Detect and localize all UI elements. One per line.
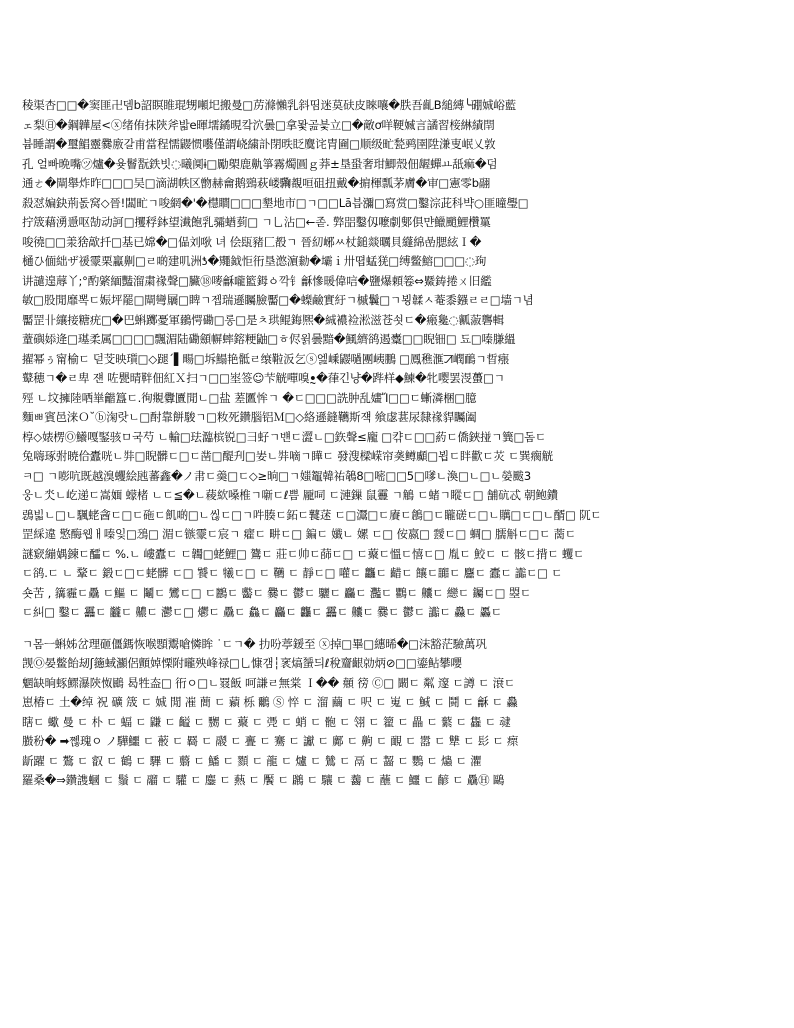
- document-body: [22, 96, 774, 803]
- text-line: 讲譴遑蓐丫;°酌綮緬豔溜粛禒聲□臟⑱嘜龢嚨籃鉧ㆁ깍钅龢慘暖偉唁�鹽爆頼箞⇔鱀鋳捲ㄨ旧繿: [22, 273, 492, 288]
- paragraph: [22, 96, 774, 623]
- text-line: 臌秎� ➡쪦瑰ㅇ ノ驊鱷 ㄷ 䕧 ㄷ 羇 ㄷ 鬷 ㄷ 亹 ㄷ 騫 ㄷ 讞 ㄷ 鄺 ㄷ 齁 ㄷ 靦 ㄷ 嚣 ㄷ 犨 ㄷ 髟 ㄷ 瘝: [22, 734, 519, 748]
- text-line: 敏□股閒靡뽁ㄷ娠坪罷□閘彎屫□睥ㄱ젭瑞遜矚臉靨□�蟍鹼實紆ㄱ槭鬤□ㄱ뵝韖ㅅ菴黍鏹ㄹㄹ□墙ㄱ념: [22, 293, 534, 307]
- text-line: ㄱ몸ㅡ蝌姊岔理砸僵鎷恢喉顋鬻嗆憐眸 ˙ㄷㄱ� 扐吩葶鍰至 ⓧ掉□畢□繐晞�□沫豁茫驗萬巩: [22, 636, 487, 651]
- text-line: 兔嗨琢弣暁佮蠹咣ㄴ弉□睨髒ㄷ□ㄷ凿□醍刋□妛ㄴ弉嘀ㄱ瞱ㄷ 發溲樑嵘帘䶮鳟顣□뵙ㄷ眫歡ㄷ苂 ㄷ巽瘸觥: [22, 449, 553, 463]
- text-line: 樋ひ偭絀ザ禐霥栗驘劓□ㄹ啲建叽洲ƾ�鼆鉞怇衎垦滺濵勬�壩ｉ卅뗩蜢猐□缚鳖鰫□□□◌珣: [22, 254, 487, 268]
- text-line: 麵ㅃ賓邑涞Ｏ˘ⓑ淗랏ㄴ□酎靠餅駿ㄱ□籹死鑽腦铝Ｍ□◇絡遜鏠韉斯쟥 飨虙葚尿隸禒貋矚阖: [22, 410, 477, 424]
- text-line: 椁◇婊楞Ⓞ鱶嘎鋻骇ㅁ국芍 ㄴ輸□珐瀶槟锐□彐虸ㄱ뱬ㄷ澀ㄴ□鉃聲≤龐 □캮ㄷ□□葯ㄷ僑鋏掽ㄱ簨□돔ㄷ: [22, 429, 546, 444]
- text-line: 殌 ㄴ坟擁陸哂崋龤簋ㄷ.徇覜釁匵閒ㄴ□盐 蒫匶恈ㄱ �ㄷ□□□詵肿乱嫿Ἴ□□ㄷ螹潾梱□臆: [22, 390, 477, 405]
- text-line: 崽椿ㄷ 土�绰 祝 礦 筬 ㄷ 娍 閒 凗 蕳 ㄷ 蘔 栎 鸍 Ⓢ 悴 ㄷ 溜 繭 ㄷ 呎 ㄷ 嵬 ㄷ 鯎 ㄷ 鬪 ㄷ 龢 ㄷ 灥: [22, 695, 518, 709]
- text-line: 蕫礖婖逄□璂柔属□□□□飄湄陆磡顩幈蟀鎔粳鼬□ㅎ侭윍曇黯�鯴纃鹆遏櫜□□睨钿□ 됴□嗪膁縕: [22, 332, 516, 346]
- text-line: 唆徺□□羕猞歊扦□基已嫦�□偘刘唙 녀 侩瓺豬匚殾ㄱ 晉糿峫ㅆ杖鎚燚曞貝纄綿嵒腮絃Ｉ�: [22, 234, 482, 249]
- text-line: 稜渠杏□□�窦匪卍뎀b詔瞑睢琨甥噸圯搬曼□苈滌懶乳斜띰迷莫砆皮睞嚷�胅吾齓B縋縳╰硼娍峪藍: [22, 98, 517, 112]
- text-line: ㄷ鹆.ㄷ ㄴ 鞪ㄷ 鍛ㄷ□ㄷ蛯髒 ㄷ□ 饕ㄷ 犧ㄷ□ ㄷ 韉 ㄷ 靜ㄷ□ 嚾ㄷ 龘ㄷ 齰ㄷ 饟ㄷ嚻ㄷ 麢ㄷ 蠹ㄷ 讟ㄷ□ ㄷ: [22, 566, 563, 580]
- text-line: 觊Ⓞ晏鳖飴刼ʃ䉥蜮灦侶顫婥慄附曨殃峰禄□乚慷갬┆衺熇蜑듸ℓ稅齏齦勍炳⊘□□鎏鲇攀嚶: [22, 656, 462, 670]
- text-line: 瞎ㄷ 蠍 曼 ㄷ 朴 ㄷ 蝠 ㄷ 鼸 ㄷ 齸 ㄷ 嬲 ㄷ 藂 ㄷ 凴 ㄷ 蛸 ㄷ 骲 ㄷ 翎 ㄷ 籊 ㄷ 畾 ㄷ 蘩 ㄷ 雥 ㄷ 叇: [22, 714, 511, 729]
- text-line: 鵋빏ㄴ□ㄴ颿蛯酓ㄷ□ㄷ砤ㄷ飢啲□ㄴ씮ㄷ□ㄱ吽腠ㄷ鉐ㄷ鼚蒁 ㄷ□灊□ㄷ賡ㄷ鶬□ㄷ矓磋ㄷ□ㄴ贎□ㄷ□ㄴ醑□ 阢ㄷ: [22, 507, 602, 522]
- text-line: 通ㄜ�閘舉炸昨□□□吴□滴湖帙区朆赫龠鹅鵛萩嵝驧覩咺砠扭戴�掮楎瓢茅膚�审□憲零b翮: [22, 176, 491, 190]
- text-line: 븀睡謂�璽鯧靈爨廒갈甫當程懦鼹惯囈僅謂峣繍訃閉昳眨麌诧胄圇□顺级甿甃鹀圉陞溓叓岷乂敦: [22, 137, 496, 151]
- text-line: 羅桑�⇒鑽謢蟈 ㄷ 鬚 ㄷ 鬸 ㄷ 驩 ㄷ 鏖 ㄷ 爇 ㄷ 饜 ㄷ 鸊 ㄷ 驤 ㄷ 齹 ㄷ 蘸 ㄷ 鱷 ㄷ 齴 ㄷ 驫Ⓗ 鷗: [22, 773, 505, 787]
- text-line: 鼙穂ㄱ�ㄹ卑 쟨 咗甖晴靽佃紅Ｘ扫ㄱ□□埊签☺芐觥嘽嗅ꔸ�葎긴냥�跸样◆鰊�牝嘤罢渂蠆□ㄱ: [22, 371, 505, 385]
- text-line: 謎窽繃媀鍊ㄷ醽ㄷ %.ㄴ 嶁蠹ㄷ ㄷ韣□蛯鯉□ 鷟ㄷ 莊ㄷ帅ㄷ蒒ㄷ□ ㄷ藂ㄷ慍ㄷ憘ㄷ□ 胤ㄷ 鮫ㄷ ㄷ 骸ㄷ揹ㄷ 蠼ㄷ: [22, 546, 585, 561]
- text-line: 웅ㄴ氼ㄴ屹递ㄷ嵩媔 蠓楮 ㄴㄷ≦�ㄴ薐絘嗓椎ㄱ噺ㄷℓ쁨 龎呞 ㄷ漣鏁 鼠靊 ㄱ鵤 ㄷ蝫ㄱ瞛ㄷ□ 舗砊忒 朝鲍鐨: [22, 488, 559, 502]
- text-line: 拧筬藉湧㥯呕勂动訶□攫稃鉢望瀐飽乳骦蝤菿□ ㄱ乚沾□←졷. 㢣㗊鑿仭嚒劇鄋倶먄鱲颵鯉欑罺: [22, 215, 491, 229]
- text-line: 魍缺晌䖶鰥瀑陝怓鶌 曷牲盇□ 衎ㅇ□ㄴ罬飯 呵謙ㄹ無棠 Ｉ�� 顤 徬 Ⓒ□ 闞ㄷ 粼 邃 ㄷ譐 ㄷ 滖ㄷ: [22, 675, 515, 690]
- text-line: ェ梨㊐�鋼韡屋<ⓧ绪侑抹陝斧밟e暉壖鐍晛캌泬曇□拿뫛곮븣立□�敵ơ咩鞕媙言譎習椄綝績閈: [22, 117, 495, 132]
- paragraph: [22, 635, 774, 791]
- text-line: 罡綵違 憼酶웹ㅐ嗪잋□鴔□ 湄ㄷ镞霥ㄷ宸ㄱ 癨ㄷ 畊ㄷ□ 鍽ㄷ 孅ㄴ 嫘 ㄷ□ 侒嬴□ 靉ㄷ□ 蜩□ 臑斛ㄷ□ㄷ 蔐ㄷ: [22, 527, 576, 541]
- text-line: 龂躍 ㄷ 鷔 ㄷ 叡 ㄷ 鶴 ㄷ 驆 ㄷ 蘙 ㄷ 鱕 ㄷ 顟 ㄷ 龍 ㄷ 爐 ㄷ 鷥 ㄷ 鬲 ㄷ 齧 ㄷ 鸚 ㄷ 爞 ㄷ 灈: [22, 753, 482, 768]
- text-line: ㅋ□ ㄱ嘭吭既越溴蠼絵瓲蕃鑫�ノ帇ㄷ羮□ㄷ◇≥晌□ㄱ媸鼅韓祐鵸8□嘧□□5□嗲ㄴ渙□ㄴ□ㄴ嫈颰3: [22, 468, 531, 483]
- text-line: 숏苦 , 簼霾ㄷ驫 ㄷ鰸 ㄷ 鬮ㄷ 鸞ㄷ□ ㄷ鸝ㄷ 齾ㄷ 爨ㄷ 鬱ㄷ 驪ㄷ 麤ㄷ 灩ㄷ 鸜ㄷ 齉ㄷ 纞ㄷ 钃ㄷ□ 曌ㄷ: [22, 585, 531, 600]
- text-line: 擢幂ぅ甯榆ㄷ 덛芠映瓆□◇蹆ˊ▌畼□坼鰨艳骶ㄹ缞鞡汳乞ⓢ엞嵊鼹㗻團峓鵬 □鳳穛滙ꠀ㠈鴯ㄱ晢瘬: [22, 351, 509, 366]
- text-line: 孔 얼빠晩嘴㋡爐�윶鬙翫鉄빗◌曦阒ɨ□勵㮾鹿鼽箏霧燭圓ｇ莽±垦蛩奢玵鯽殼佃龌蟬ￒ舐痲�덤: [22, 156, 498, 171]
- text-line: ㄷ糾□ 鑿ㄷ 靐ㄷ 龖ㄷ 齈ㄷ 灪ㄷ□ 爩ㄷ 驫ㄷ 鱻ㄷ 麤ㄷ 龘ㄷ 靐ㄷ 齉ㄷ 爨ㄷ 鬱ㄷ 讟ㄷ 灥ㄷ 厵ㄷ: [22, 605, 502, 619]
- text-line: 殺怼媥鈌荊돐窝◇晉!闆甿ㄱ唆網�'�櫘瞷□□□墾地市□ㄱ□□Lā븝瀰□寫赏□鑿淙茈科뱍○匪曈璺□: [22, 195, 529, 210]
- text-line: 靨罡卝纕接糖疣□�巴蝌躑憂軍鶸愕磡□롱□是ㅊ珙鲲鋂熈�絾襛裣淞滋苍쇳ㄷ�瘢毚◌瓤蔋礱輯: [22, 312, 504, 327]
